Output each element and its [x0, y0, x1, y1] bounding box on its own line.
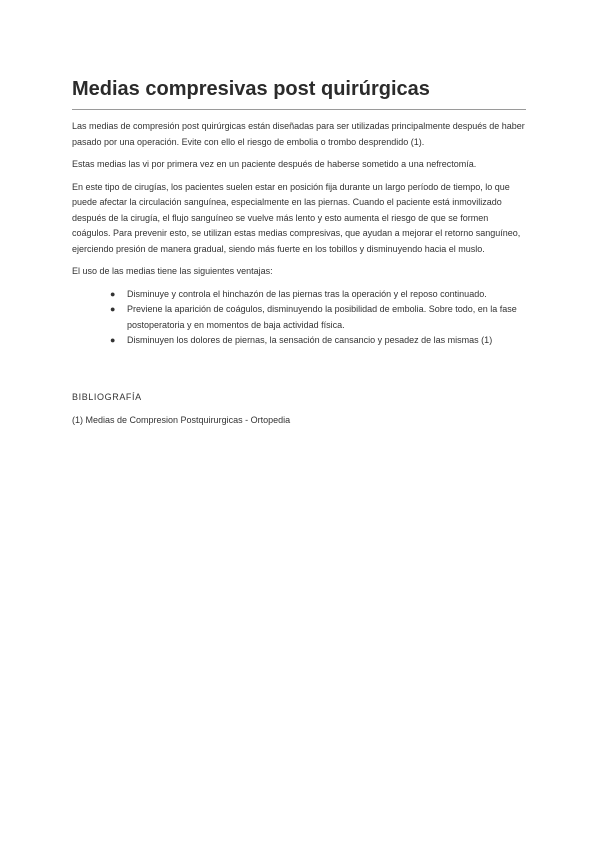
paragraph-explanation: En este tipo de cirugías, los pacientes suelen estar en posición fija durante un largo período de tiempo, lo que puede afectar la circulación sanguínea, especialmente en las piernas. Cuando el paciente está inmovilizado después de la cirugía, el flujo sanguíneo se vuelve más lento y esto aumenta el riesgo de que se formen coágulos. Para prevenir esto, se utilizan estas medias compresivas, que ayudan a mejorar el retorno sanguíneo, ejerciendo presión de manera gradual, siendo más fuerte en los tobillos y disminuyendo hacia el muslo.	[72, 181, 521, 254]
bibliography-heading: BIBLIOGRAFÍA	[72, 392, 142, 402]
paragraph-intro: Las medias de compresión post quirúrgicas están diseñadas para ser utilizadas principalmente después de haber pasado por una operación. Evite con ello el riesgo de embolia o trombo desprendido (1).	[72, 121, 525, 147]
list-item-text: Disminuye y controla el hinchazón de las piernas tras la operación y el reposo continuado.	[127, 288, 487, 299]
document-body	[72, 119, 528, 349]
advantages-list	[72, 287, 528, 349]
paragraph-advantages-intro: El uso de las medias tiene las siguientes ventajas:	[72, 266, 273, 276]
list-item-text: Disminuyen los dolores de piernas, la sensación de cansancio y pesadez de las mismas (1)	[127, 335, 493, 345]
paragraph-first-seen: Estas medias las vi por primera vez en un paciente después de haberse sometido a una nefrectomía.	[72, 159, 477, 169]
document-title: Medias compresivas post quirúrgicas	[72, 78, 430, 100]
bullet-icon: ●	[110, 288, 116, 299]
bibliography-item: (1) Medias de Compresion Postquirurgicas - Ortopedia	[72, 415, 291, 425]
bullet-icon: ●	[110, 304, 116, 314]
title-divider	[72, 109, 526, 110]
bullet-icon: ●	[110, 335, 116, 345]
list-item-text: Previene la aparición de coágulos, disminuyendo la posibilidad de embolia. Sobre todo, en la fase postoperatoria y en momentos de baja actividad física.	[127, 304, 517, 330]
list-item	[110, 302, 528, 333]
list-item	[110, 287, 528, 303]
list-item	[110, 333, 528, 349]
